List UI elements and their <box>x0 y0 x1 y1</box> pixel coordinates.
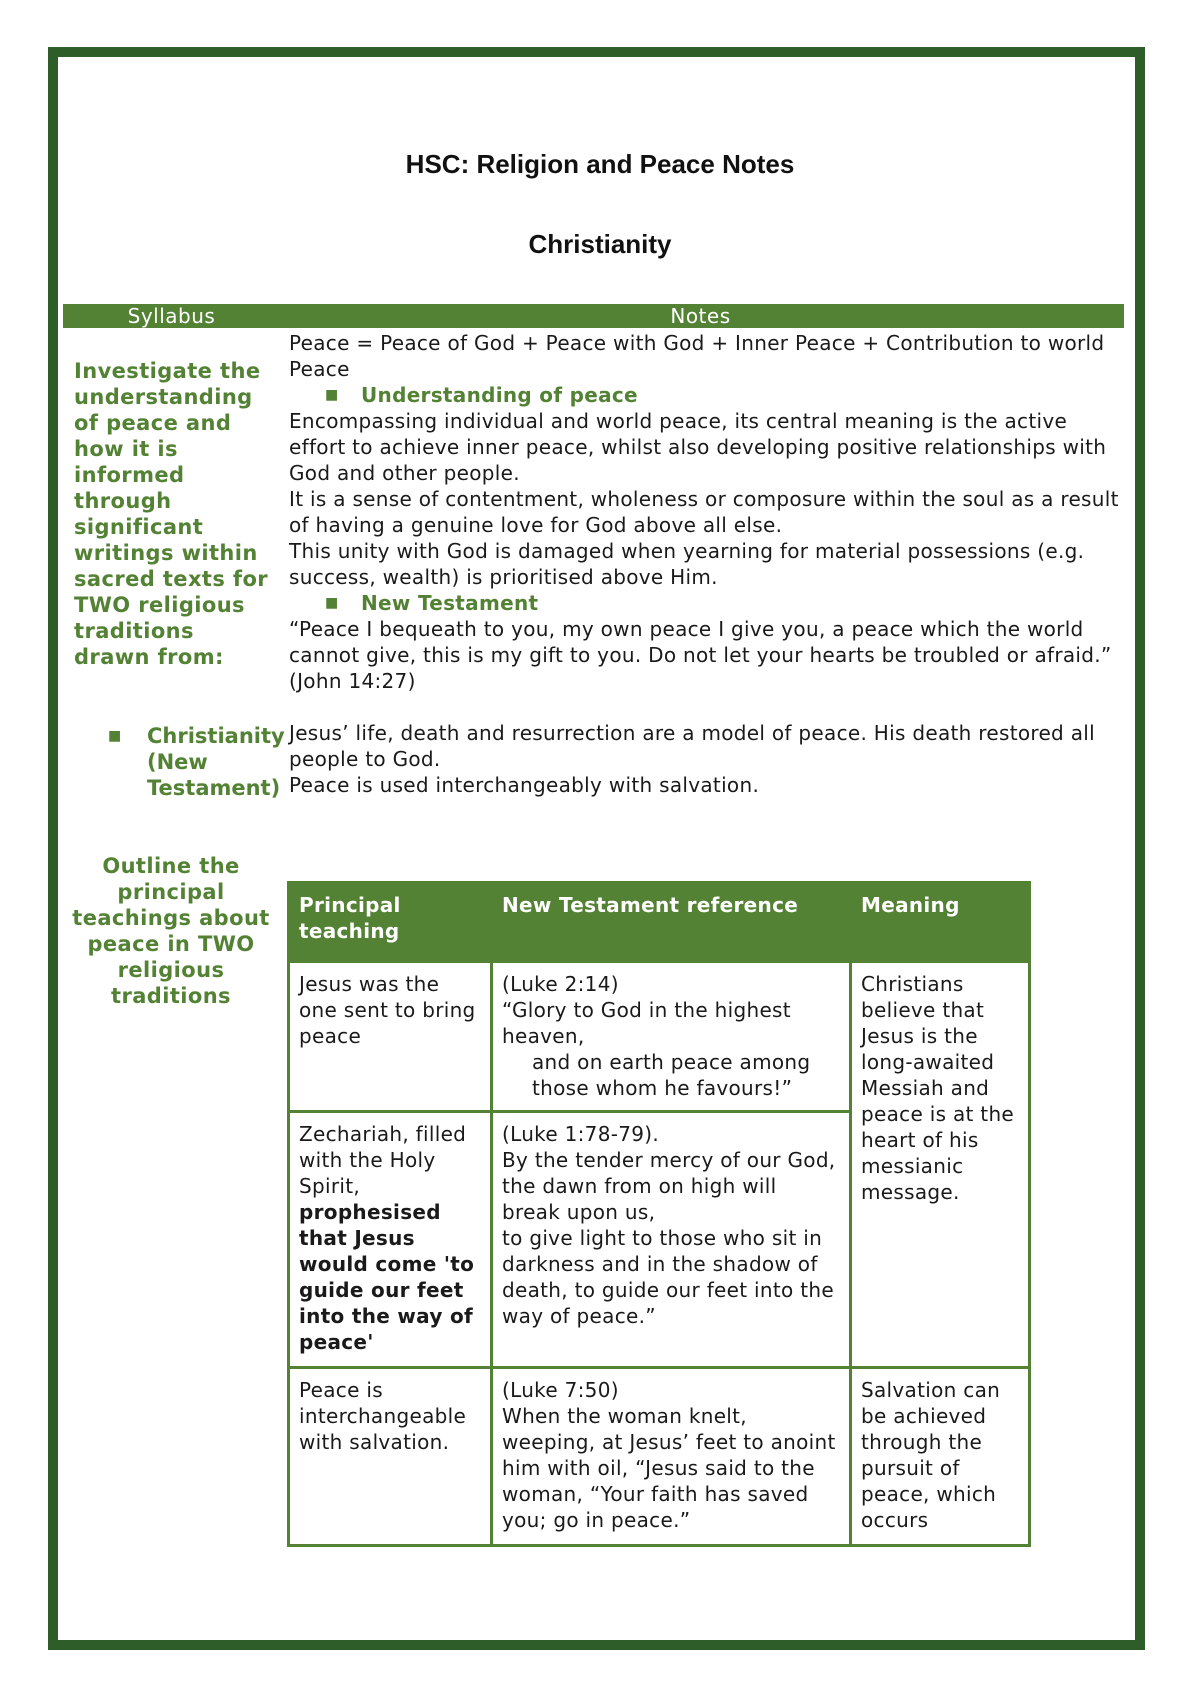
section-heading-text: New Testament <box>361 591 539 615</box>
syllabus-bullet-text: Christianity (New Testament) <box>147 724 285 800</box>
notes-paragraph: Encompassing individual and world peace, its central meaning is the active effort to achieve inner peace, whilst also developing positive relationships with God and other people. <box>289 409 1107 485</box>
reference-text: By the tender mercy of our God, the dawn from on high will break upon us, <box>502 1148 836 1224</box>
column-header: Principal teaching <box>289 883 492 962</box>
notes-header: Notes <box>670 304 731 328</box>
teaching-cell: Jesus was the one sent to bring peace <box>289 962 492 1112</box>
reference-cell <box>492 962 851 1112</box>
notes-paragraph: Jesus’ life, death and resurrection are a model of peace. His death restored all people to God. <box>289 721 1095 771</box>
column-header: New Testament reference <box>492 883 851 962</box>
reference-text: “Glory to God in the highest heaven, <box>502 998 791 1048</box>
reference-text: to give light to those who sit in darkness and in the shadow of death, to guide our feet into the way of peace.” <box>502 1226 834 1328</box>
notes-intro: Peace = Peace of God + Peace with God + Inner Peace + Contribution to world Peace <box>289 331 1105 381</box>
reference-cell <box>492 1112 851 1368</box>
scripture-quote: “Peace I bequeath to you, my own peace I give you, a peace which the world cannot give, this is my gift to you. Do not let your hearts be troubled or afraid.” (John 14:27) <box>289 617 1112 693</box>
teaching-cell <box>289 1112 492 1368</box>
reference-citation: (Luke 7:50) <box>502 1378 619 1402</box>
reference-cell <box>492 1368 851 1546</box>
teaching-text: Zechariah, filled with the Holy Spirit, <box>299 1122 467 1198</box>
teaching-emphasis: prophesised that Jesus would come 'to guide our feet into the way of peace' <box>299 1200 475 1354</box>
teaching-cell: Peace is interchangeable with salvation. <box>289 1368 492 1546</box>
table-row <box>289 1368 1030 1546</box>
column-header: Meaning <box>851 883 1030 962</box>
meaning-cell: Salvation can be achieved through the pursuit of peace, which occurs <box>851 1368 1030 1546</box>
reference-text: When the woman knelt, weeping, at Jesus’ feet to anoint him with oil, “Jesus said to the woman, “Your faith has saved you; go in peace.” <box>502 1404 836 1532</box>
section-heading-text: Understanding of peace <box>361 383 638 407</box>
reference-text: and on earth peace among those whom he favours!” <box>532 1050 811 1100</box>
table-header-row <box>289 883 1030 962</box>
syllabus-point-investigate: Investigate the understanding of peace and how it is informed through significant writings within sacred texts for TWO religious traditions drawn from: <box>74 359 269 669</box>
section-heading-new-testament <box>289 590 1119 616</box>
square-bullet-icon: ■ <box>108 728 122 744</box>
syllabus-point-outline: Outline the principal teachings about peace in TWO religious traditions <box>72 854 270 1008</box>
table-row <box>289 962 1030 1112</box>
meaning-cell: Christians believe that Jesus is the long-awaited Messiah and peace is at the heart of his messianic message. <box>851 962 1030 1368</box>
section-heading-understanding <box>289 382 1119 408</box>
notes-paragraph: Peace is used interchangeably with salvation. <box>289 773 760 797</box>
notes-paragraph: It is a sense of contentment, wholeness or composure within the soul as a result of having a genuine love for God above all else. <box>289 487 1119 537</box>
square-bullet-icon: ■ <box>325 595 339 611</box>
document-subtitle: Christianity <box>528 229 672 259</box>
document-title: HSC: Religion and Peace Notes <box>405 149 795 179</box>
notes-column <box>289 330 1119 798</box>
square-bullet-icon: ■ <box>325 387 339 403</box>
syllabus-header: Syllabus <box>127 304 216 328</box>
principal-teachings-table <box>287 881 1031 1547</box>
reference-citation: (Luke 1:78-79). <box>502 1122 660 1146</box>
column-header-bar <box>63 304 1124 328</box>
notes-paragraph: This unity with God is damaged when yearning for material possessions (e.g. success, wealth) is prioritised above Him. <box>289 539 1085 589</box>
reference-citation: (Luke 2:14) <box>502 972 619 996</box>
